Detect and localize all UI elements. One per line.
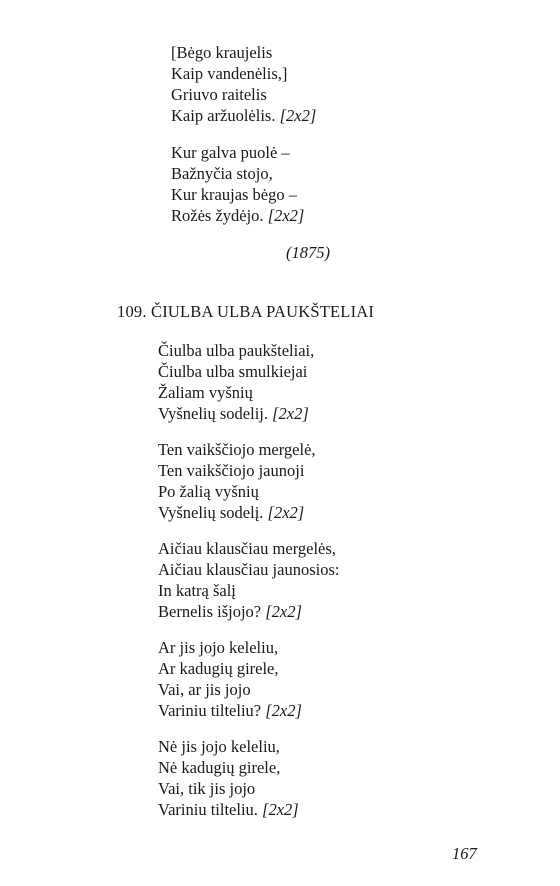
verse-line: Ar jis jojo keleliu, xyxy=(158,638,279,657)
poem-date: (1875) xyxy=(286,243,330,262)
verse-line: Nė kadugių girele, xyxy=(158,758,281,777)
song-heading: 109. ČIULBA ULBA PAUKŠTELIAI xyxy=(117,302,375,321)
repeat-mark: [2x2] xyxy=(272,404,309,423)
repeat-mark: [2x2] xyxy=(265,701,302,720)
verse-line: Vyšnelių sodelį. [2x2] xyxy=(158,503,305,522)
page-number: 167 xyxy=(452,844,477,863)
verse-line: Kur kraujas bėgo – xyxy=(171,185,298,204)
verse-line: [Bėgo kraujelis xyxy=(171,43,273,62)
song-stanza-5 xyxy=(158,736,299,820)
verse-line: Variniu tilteliu. [2x2] xyxy=(158,800,299,819)
repeat-mark: [2x2] xyxy=(265,602,302,621)
verse-line: Kaip vandenėlis,] xyxy=(171,64,288,83)
verse-line: In katrą šalį xyxy=(158,581,236,600)
repeat-mark: [2x2] xyxy=(267,206,305,225)
verse-line: Vyšnelių sodelij. [2x2] xyxy=(158,404,309,423)
verse-line: Rožės žydėjo. [2x2] xyxy=(171,206,305,225)
song-stanza-3 xyxy=(158,538,339,622)
verse-line: Griuvo raitelis xyxy=(171,85,267,104)
verse-line: Variniu tilteliu? [2x2] xyxy=(158,701,302,720)
verse-line: Žaliam vyšnių xyxy=(158,383,253,402)
verse-line: Kur galva puolė – xyxy=(171,143,290,162)
verse-line: Ten vaikščiojo jaunoji xyxy=(158,461,305,480)
song-stanza-4 xyxy=(158,637,302,721)
verse-line: Aičiau klausčiau mergelės, xyxy=(158,539,336,558)
stanza-1 xyxy=(171,42,316,126)
stanza-2 xyxy=(171,142,304,226)
verse-line: Bažnyčia stojo, xyxy=(171,164,273,183)
repeat-mark: [2x2] xyxy=(267,503,305,522)
verse-line: Ten vaikščiojo mergelė, xyxy=(158,440,316,459)
verse-line: Čiulba ulba smulkiejai xyxy=(158,362,308,381)
repeat-mark: [2x2] xyxy=(279,106,317,125)
verse-line: Po žalią vyšnių xyxy=(158,482,259,501)
verse-line: Ar kadugių girele, xyxy=(158,659,279,678)
verse-line: Vai, ar jis jojo xyxy=(158,680,251,699)
verse-line: Kaip aržuolėlis. [2x2] xyxy=(171,106,317,125)
verse-line: Bernelis išjojo? [2x2] xyxy=(158,602,302,621)
verse-line: Nė jis jojo keleliu, xyxy=(158,737,280,756)
verse-line: Čiulba ulba paukšteliai, xyxy=(158,341,315,360)
verse-line: Vai, tik jis jojo xyxy=(158,779,256,798)
song-stanza-1 xyxy=(158,340,314,424)
verse-line: Aičiau klausčiau jaunosios: xyxy=(158,560,340,579)
song-stanza-2 xyxy=(158,439,316,523)
repeat-mark: [2x2] xyxy=(262,800,299,819)
